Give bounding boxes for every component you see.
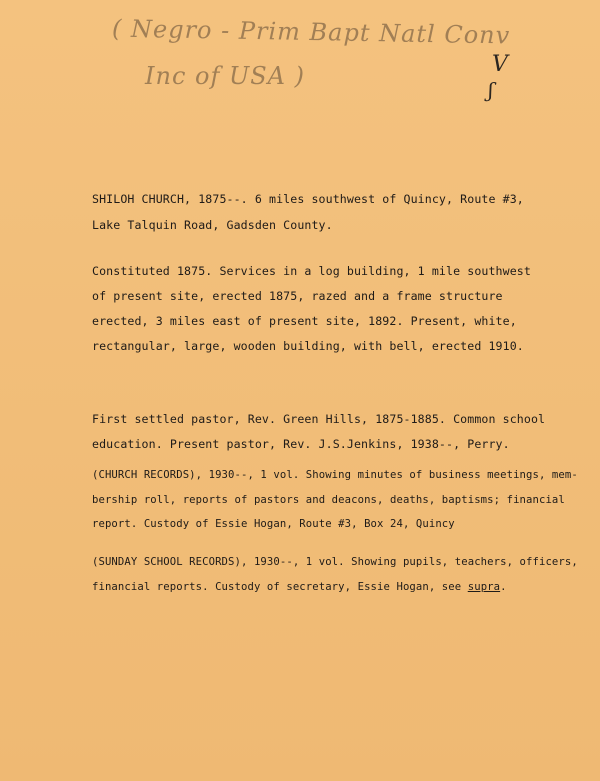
history-line-1: Constituted 1875. Services in a log building, 1 mile southwest [92,264,531,278]
entry-header-line-2: Lake Talquin Road, Gadsden County. [92,218,333,232]
handwritten-note-line-1: ( Negro - Prim Bapt Natl Conv [111,14,511,50]
sunday-school-records-line-1: (SUNDAY SCHOOL RECORDS), 1930--, 1 vol. Showing pupils, teachers, officers, [92,556,578,568]
sunday-school-records-period: . [500,581,507,593]
entry-header-line-1: SHILOH CHURCH, 1875--. 6 miles southwest of Quincy, Route #3, [92,192,524,206]
sunday-school-records-text: financial reports. Custody of secretary, Essie Hogan, see [92,581,468,593]
church-records-line-2: bership roll, reports of pastors and deacons, deaths, baptisms; financial [92,494,565,506]
church-records-line-3: report. Custody of Essie Hogan, Route #3, Box 24, Quincy [92,518,455,530]
tick-mark-icon: ʃ [488,78,494,102]
history-line-4: rectangular, large, wooden building, with bell, erected 1910. [92,339,524,353]
pastor-line-2: education. Present pastor, Rev. J.S.Jenkins, 1938--, Perry. [92,437,510,451]
history-line-2: of present site, erected 1875, razed and a frame structure [92,289,503,303]
supra-reference: supra [467,581,501,593]
handwritten-note-line-2: Inc of USA ) [145,62,305,90]
history-line-3: erected, 3 miles east of present site, 1892. Present, white, [92,314,517,328]
sunday-school-records-line-2 [92,581,507,593]
church-records-line-1: (CHURCH RECORDS), 1930--, 1 vol. Showing minutes of business meetings, mem- [92,469,578,481]
pastor-line-1: First settled pastor, Rev. Green Hills, 1875-1885. Common school [92,412,546,426]
check-mark-icon: V [492,52,508,77]
